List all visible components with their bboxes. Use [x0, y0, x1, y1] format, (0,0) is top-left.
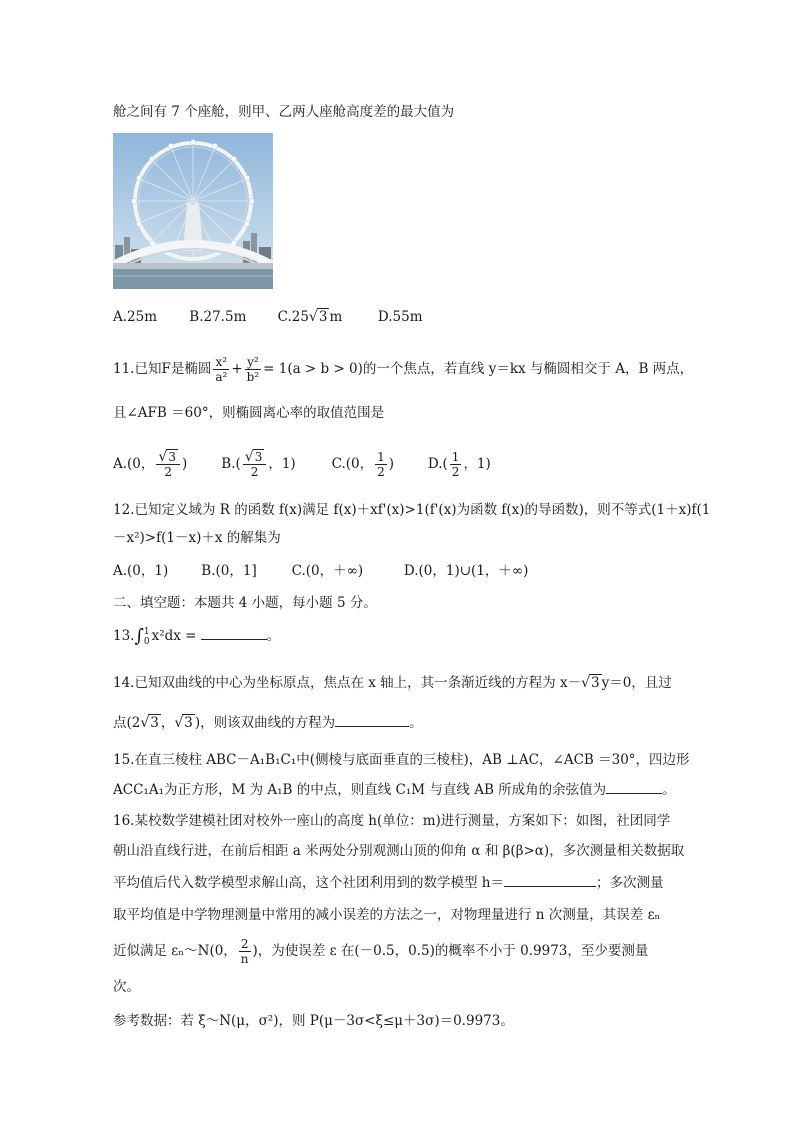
q10-option-a: A.25m	[113, 309, 158, 325]
q12-options	[113, 561, 528, 581]
q16-line6: 次。	[113, 979, 140, 995]
reference-data: 参考数据：若 ξ～N(μ，σ²)，则 P(μ－3σ<ξ≤μ＋3σ)＝0.9973。	[113, 1013, 514, 1029]
q12-option-b: B.(0，1]	[201, 563, 257, 579]
section-heading: 二、填空题：本题共 4 小题，每小题 5 分。	[113, 595, 377, 611]
q13-stem: 13.∫ 1 0 x²dx = 。	[113, 625, 281, 647]
q16-line4: 取平均值是中学物理测量中常用的减小误差的方法之一，对物理量进行 n 次测量，其误差 εₙ	[113, 907, 661, 923]
q11-option-c: C.(0， $\frac{1}{2}$ )	[331, 450, 395, 479]
q16-line5: 近似满足 εₙ～N(0， $\frac{2}{n}$ )，为使误差 ε 在(－0.5，0.5)的概率不小于 0.9973，至少要测量	[113, 937, 649, 966]
q16-line3: 平均值后代入数学模型求解山高，这个社团利用到的数学模型 h＝ ；多次测量	[113, 875, 664, 891]
q14-line2: 点(2√3 ，√3 )，则该双曲线的方程为 。	[113, 715, 423, 731]
q11-option-a: A.(0， $\frac{√3}{2}$ )	[113, 449, 188, 479]
q16-line2: 朝山沿直线行进，在前后相距 a 米两处分别观测山顶的仰角 α 和 β(β>α)，多次测量相关数据取	[113, 843, 685, 859]
q15-answer-blank[interactable]	[606, 793, 662, 794]
q14-line1: 14.已知双曲线的中心为坐标原点，焦点在 x 轴上，其一条渐近线的方程为 x－√3 y＝0，且过	[113, 675, 672, 691]
q15-line2: ACC₁A₁为正方形，M 为 A₁B 的中点，则直线 C₁M 与直线 AB 所成角的余弦值为 。	[113, 782, 676, 798]
q10-options	[113, 307, 423, 327]
q10-option-d: D.55m	[377, 309, 423, 325]
q10-option-c: C.25√3 m	[277, 309, 343, 325]
q10-option-b: B.27.5m	[189, 309, 247, 325]
q12-option-c: C.(0，＋∞)	[291, 563, 364, 579]
q11-option-d: D.( $\frac{1}{2}$ ，1)	[427, 450, 491, 479]
q12-line2: －x²)>f(1－x)＋x 的解集为	[113, 530, 281, 546]
q11-options	[113, 450, 491, 479]
q14-answer-blank[interactable]	[335, 726, 409, 727]
q11-stem: 11.已知F是椭圆 $\frac{\text{x²}}{\text{a²}}$ + $\frac{\text{y²}}{\text{b²}}$ = 1(a > b > 0)的一个焦点，若直线 y＝kx 与椭圆相交于 A，B 两点，	[113, 355, 694, 384]
q11-line2: 且∠AFB ＝60°，则椭圆离心率的取值范围是	[113, 405, 385, 421]
q12-option-a: A.(0，1)	[113, 563, 169, 579]
q15-line1: 15.在直三棱柱 ABC－A₁B₁C₁中(侧棱与底面垂直的三棱柱)，AB ⊥AC，∠ACB ＝30°，四边形	[113, 752, 690, 768]
ferris-wheel-photo	[113, 133, 273, 289]
q11-option-b: B.( $\frac{√3}{2}$ ，1)	[221, 449, 296, 479]
q12-option-d: D.(0，1)∪(1，＋∞)	[403, 563, 529, 579]
q16-model-blank[interactable]	[504, 886, 596, 887]
q12-line1: 12.已知定义域为 R 的函数 f(x)满足 f(x)＋xf'(x)>1(f'(x)为函数 f(x)的导函数)，则不等式(1＋x)f(1	[113, 502, 711, 518]
q13-answer-blank[interactable]	[201, 639, 267, 640]
q16-line1: 16.某校数学建模社团对校外一座山的高度 h(单位：m)进行测量，方案如下：如图，社团同学	[113, 813, 671, 829]
q10-text: 舱之间有 7 个座舱，则甲、乙两人座舱高度差的最大值为	[113, 104, 455, 120]
